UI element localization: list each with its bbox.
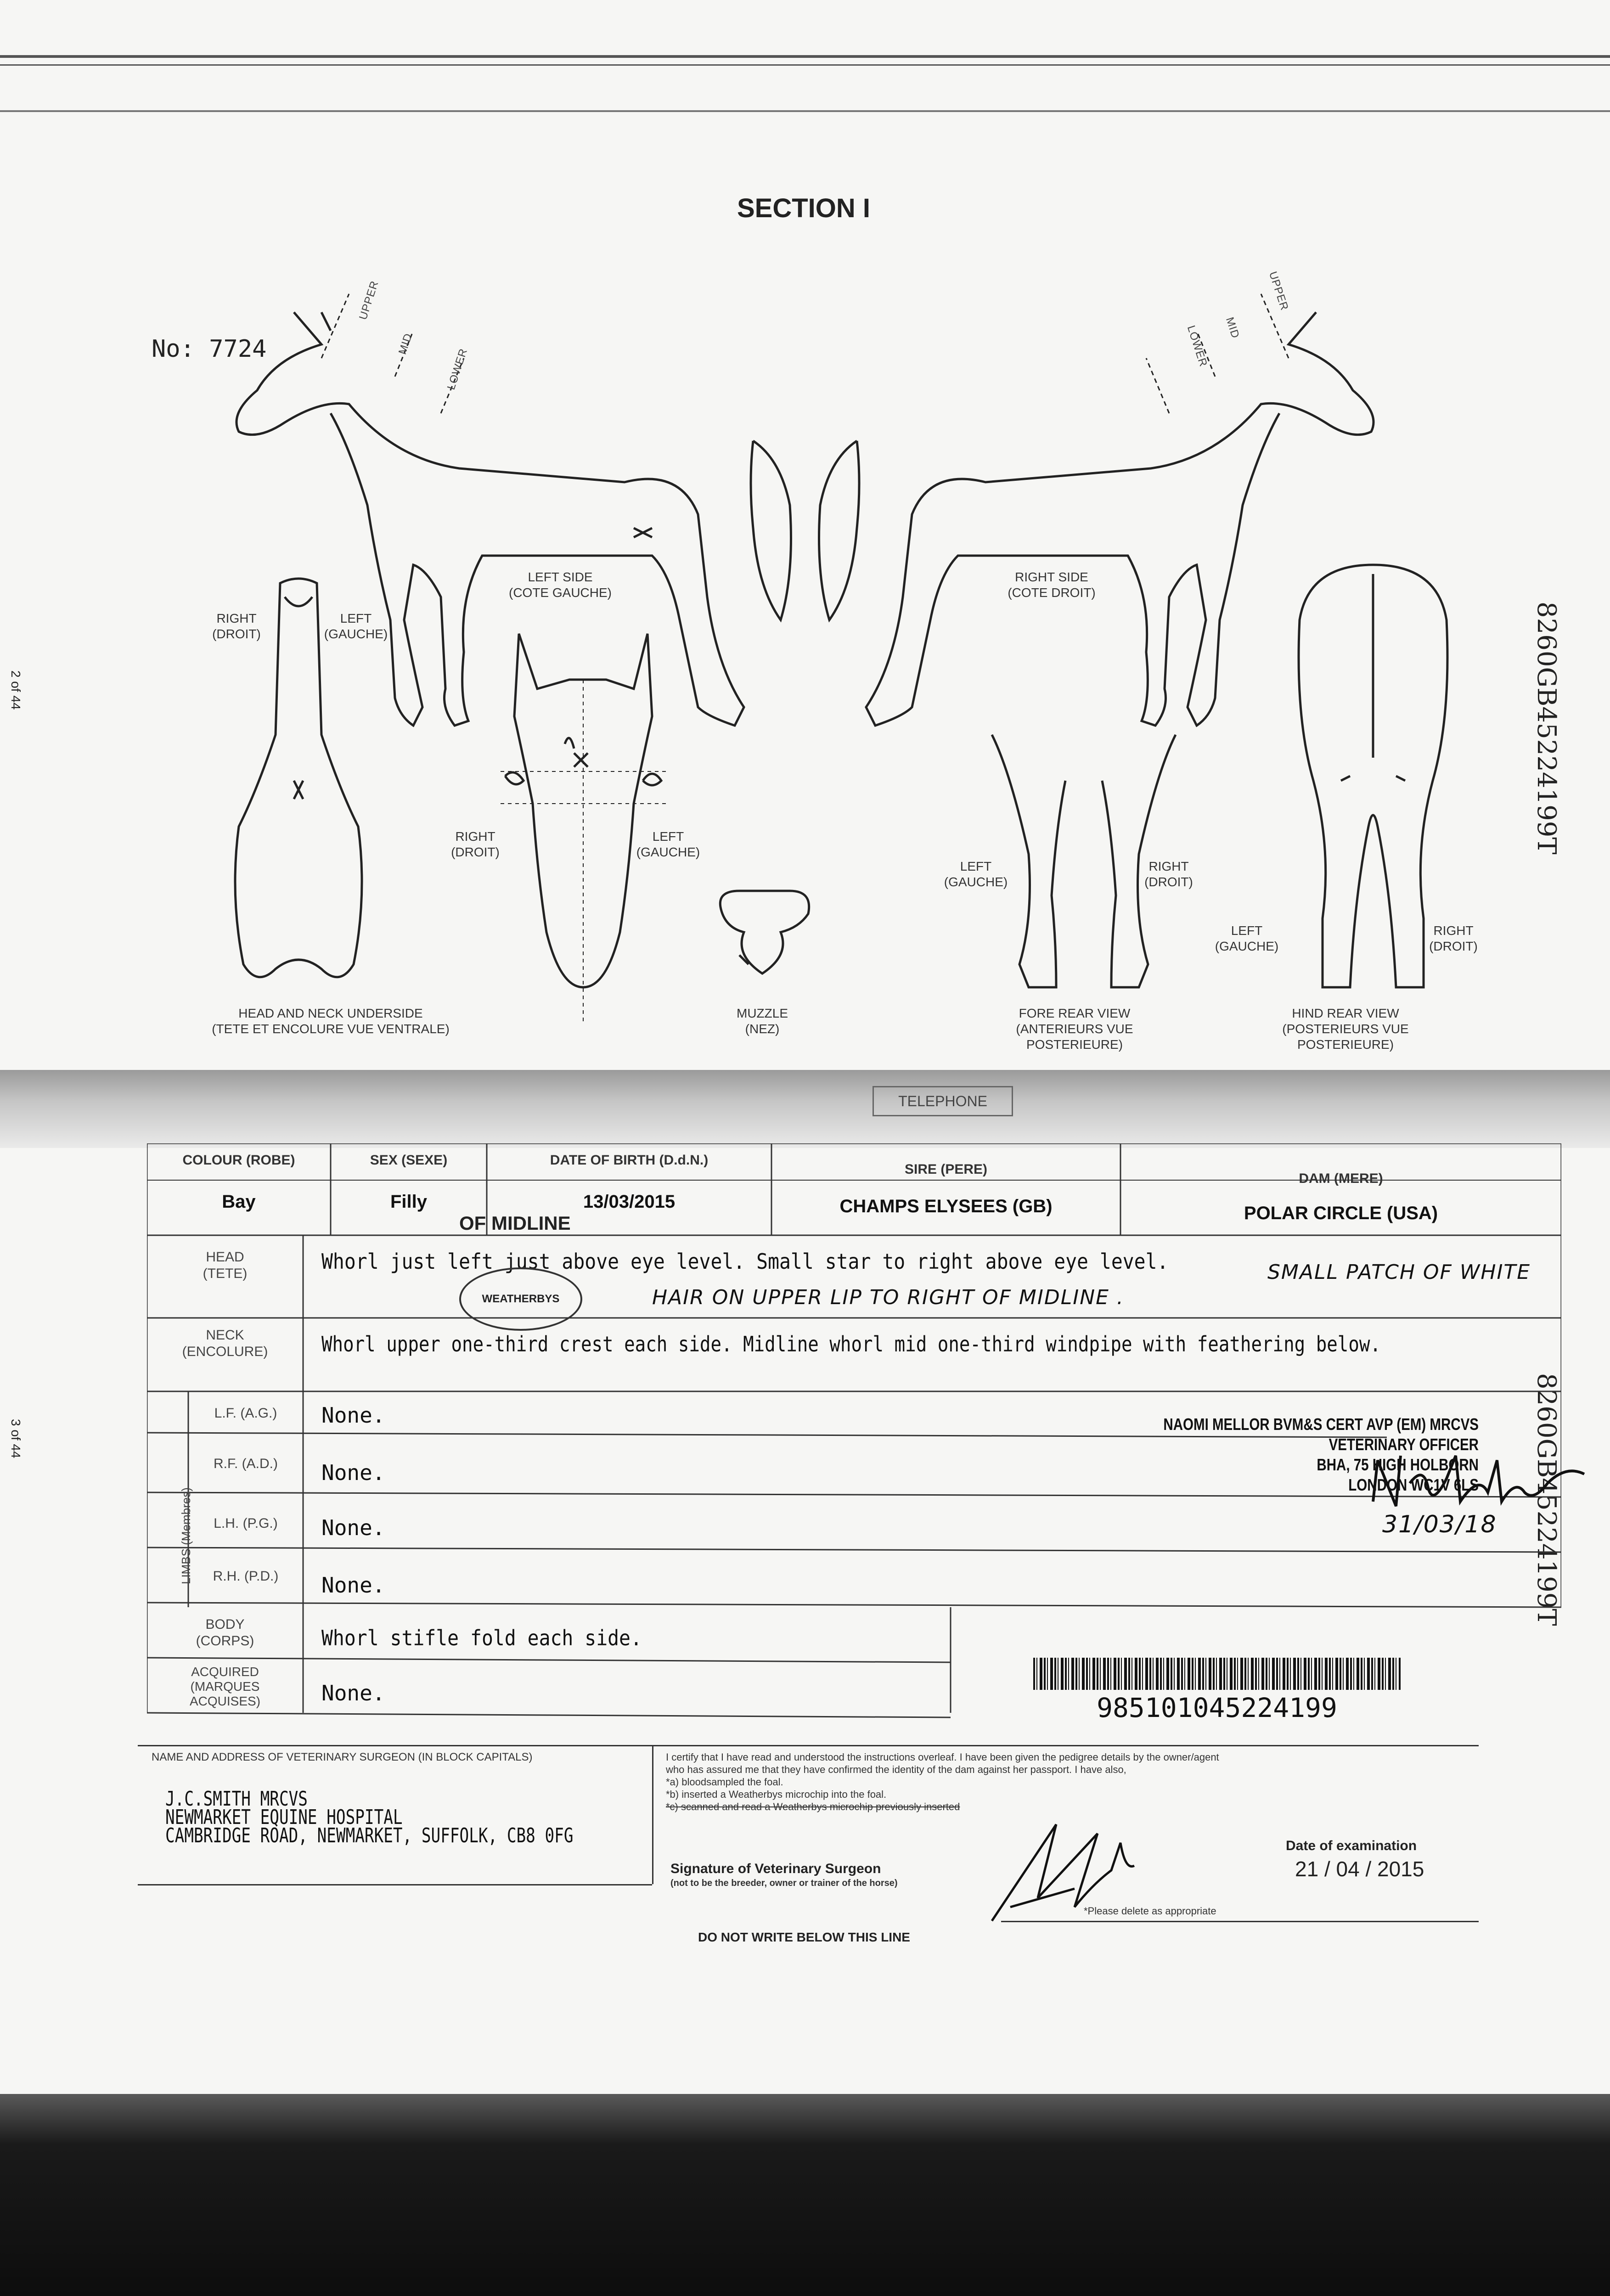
label-fore-right: RIGHT (DROIT): [1144, 859, 1193, 889]
label-hind-right: RIGHT (DROIT): [1429, 923, 1478, 953]
table-header-band: [0, 1070, 1610, 1148]
label-fore-left: LEFT (GAUCHE): [944, 859, 1008, 889]
header-dam: DAM (MERE): [1299, 1171, 1383, 1186]
value-colour: Bay: [222, 1192, 256, 1212]
footer-section: [138, 1745, 1479, 1944]
label-limbs: LIMBS (Membres): [179, 1487, 193, 1584]
date-of-exam-label: Date of examination: [1286, 1838, 1417, 1853]
barcode-number: 985101045224199: [1097, 1692, 1337, 1723]
label-lh: L.H. (P.G.): [214, 1516, 278, 1531]
do-not-write-label: DO NOT WRITE BELOW THIS LINE: [698, 1930, 910, 1944]
side-id-upper: 8260GB45224199T: [1531, 602, 1561, 855]
certification-text: I certify that I have read and understood the instructions overleaf. I have been given the pedigree details by the owner/agent who has assured me that they have confirmed the identity of the dam against her passport. I have also, *a) bloodsampled the foal. *b) inserted a Weatherbys microchip into the foal. *c) scanned and read a Weatherbys microchip previously inserted: [666, 1751, 1219, 1812]
label-lf: L.F. (A.G.): [214, 1406, 277, 1421]
label-left-side: LEFT SIDE (COTE GAUCHE): [509, 570, 612, 600]
label-fore-rear: FORE REAR VIEW (ANTERIEURS VUE POSTERIEURE): [1016, 1006, 1133, 1052]
please-delete-note: *Please delete as appropriate: [1084, 1905, 1216, 1917]
signature-label: Signature of Veterinary Surgeon: [670, 1861, 881, 1876]
label-neck: NECK (ENCOLURE): [182, 1328, 268, 1359]
horse-diagram-svg: [0, 0, 1610, 1070]
name-address-label: NAME AND ADDRESS OF VETERINARY SURGEON (IN BLOCK CAPITALS): [152, 1751, 533, 1763]
label-hind-rear: HIND REAR VIEW (POSTERIEURS VUE POSTERIEURE): [1282, 1006, 1409, 1052]
label-acquired: ACQUIRED (MARQUES ACQUISES): [189, 1665, 261, 1708]
side-id-lower: 8260GB45224199T: [1531, 1373, 1561, 1626]
telephone-box: TELEPHONE: [873, 1086, 1013, 1116]
horse-right-side-drawing: [819, 294, 1374, 726]
label-hind-left: LEFT (GAUCHE): [1215, 923, 1279, 953]
label-head-neck: HEAD AND NECK UNDERSIDE (TETE ET ENCOLURE VUE VENTRALE): [212, 1006, 450, 1036]
label-head-left: LEFT (GAUCHE): [636, 829, 700, 859]
head-markings: Whorl just left just above eye level. Small star to right above eye level.: [321, 1249, 1169, 1274]
rf-markings: None.: [321, 1460, 385, 1485]
of-midline-note: OF MIDLINE: [459, 1212, 571, 1234]
footer-divider: [652, 1746, 653, 1884]
vet-officer-stamp: NAOMI MELLOR BVM&S CERT AVP (EM) MRCVS VETERINARY OFFICER BHA, 75 HIGH HOLBORN LONDON WC1V 6LS: [1163, 1415, 1479, 1494]
horse-number: No: 7724: [152, 335, 267, 363]
lh-markings: None.: [321, 1515, 385, 1540]
acquired-markings: None.: [321, 1681, 385, 1705]
value-dam: POLAR CIRCLE (USA): [1244, 1203, 1438, 1223]
page-label-upper: 2 of 44: [9, 670, 23, 710]
label-lower-right: LOWER: [1184, 324, 1210, 369]
value-sire: CHAMPS ELYSEES (GB): [839, 1196, 1053, 1216]
neck-markings: Whorl upper one-third crest each side. Midline whorl mid one-third windpipe with feathering below.: [321, 1332, 1381, 1356]
vet-officer-signature: [1368, 1446, 1589, 1520]
page-label-lower: 3 of 44: [9, 1419, 23, 1458]
label-mid-left: MID: [396, 332, 415, 356]
label-head-right: RIGHT (DROIT): [451, 829, 500, 859]
header-dob: DATE OF BIRTH (D.d.N.): [550, 1153, 709, 1168]
label-rf: R.F. (A.D.): [214, 1456, 278, 1471]
vet-surgeon-address: J.C.SMITH MRCVS NEWMARKET EQUINE HOSPITAL CAMBRIDGE ROAD, NEWMARKET, SUFFOLK, CB8 0FG: [165, 1787, 574, 1847]
rh-markings: None.: [321, 1573, 385, 1598]
label-muzzle: MUZZLE (NEZ): [737, 1006, 788, 1036]
date-of-exam-value: 21 / 04 / 2015: [1295, 1857, 1424, 1881]
header-sex: SEX (SEXE): [370, 1153, 448, 1168]
label-upper-right: UPPER: [1266, 270, 1291, 312]
body-markings: Whorl stifle fold each side.: [321, 1626, 642, 1650]
header-colour: COLOUR (ROBE): [182, 1153, 295, 1168]
label-lower-left: LOWER: [445, 347, 470, 392]
label-upper-left: UPPER: [356, 279, 381, 321]
lf-markings: None.: [321, 1403, 385, 1428]
label-neck-right: RIGHT (DROIT): [212, 611, 261, 641]
vet-officer-date: 31/03/18: [1382, 1511, 1497, 1538]
header-sire: SIRE (PERE): [904, 1162, 988, 1177]
label-rh: R.H. (P.D.): [213, 1569, 279, 1584]
section-title: SECTION I: [737, 193, 871, 223]
head-handwritten-1: SMALL PATCH OF WHITE: [1267, 1261, 1531, 1284]
barcode: [1033, 1658, 1401, 1690]
label-neck-left: LEFT (GAUCHE): [324, 611, 388, 641]
label-mid-right: MID: [1223, 315, 1242, 340]
scan-dark-band: [0, 2094, 1610, 2296]
value-dob: 13/03/2015: [583, 1192, 676, 1212]
footer-sig-rule: [1001, 1921, 1479, 1922]
footer-bottom-rule: [138, 1884, 652, 1885]
value-sex: Filly: [390, 1192, 428, 1212]
weatherbys-stamp: WEATHERBYS: [459, 1267, 582, 1331]
head-handwritten-2: HAIR ON UPPER LIP TO RIGHT OF MIDLINE .: [652, 1286, 1124, 1309]
label-head: HEAD (TETE): [203, 1249, 248, 1281]
signature-sublabel: (not to be the breeder, owner or trainer of the horse): [670, 1878, 898, 1888]
label-body: BODY (CORPS): [196, 1617, 254, 1649]
label-right-side: RIGHT SIDE (COTE DROIT): [1008, 570, 1096, 600]
muzzle-drawing: [720, 891, 809, 974]
